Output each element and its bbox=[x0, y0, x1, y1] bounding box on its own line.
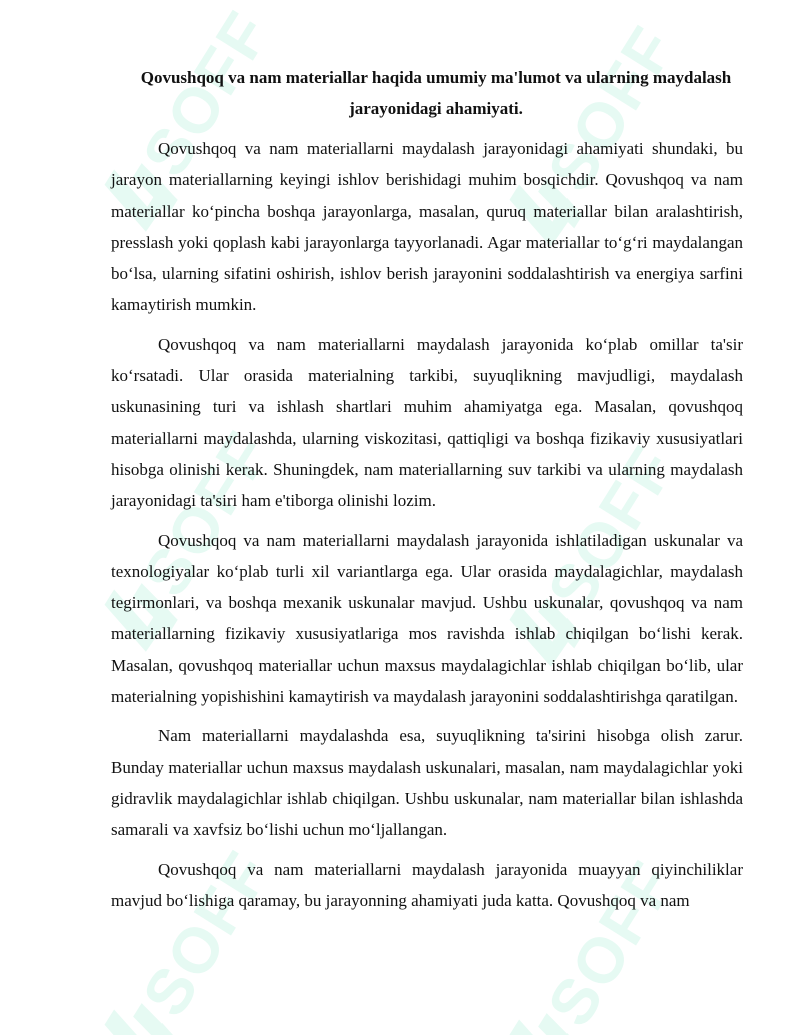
paragraph: Qovushqoq va nam materiallarni maydalash jarayonida ko‘plab omillar ta'sir ko‘rsatadi. Ular orasida materialning tarkibi, suyuqlikning mavjudligi, maydalash uskunasining turi va ishlash shartlari muhim ahamiyatga ega. Masalan, qovushqoq materiallarni maydalashda, ularning viskozitasi, qattiqligi va boshqa fizikaviy xususiyatlari hisobga olinishi kerak. Shuningdek, nam materiallarning suv tarkibi va ularning maydalash jarayonidagi ta'siri ham e'tiborga olinishi lozim. bbox=[111, 334, 743, 511]
paragraph: Qovushqoq va nam materiallarni maydalash jarayonida muayyan qiyinchiliklar mavjud bo‘lishiga qaramay, bu jarayonning ahamiyati juda katta. Qovushqoq va nam bbox=[111, 859, 743, 910]
watermark-layer: SOFF bbox=[0, 0, 800, 1035]
paragraph: Nam materiallarni maydalashda esa, suyuqlikning ta'sirini hisobga olish zarur. Bunday materiallar uchun maxsus maydalash uskunalari, masalan, nam maydalagichlar yoki gidravlik maydalagichlar ishlab chiqilgan. Ushbu uskunalar, nam materiallar bilan ishlashda samarali va xavfsiz bo‘lishi uchun mo‘ljallangan. bbox=[111, 726, 743, 840]
paragraph: Qovushqoq va nam materiallarni maydalash jarayonida ishlatiladigan uskunalar va texnologiyalar ko‘plab turli xil variantlarga ega. Ular orasida maydalagichlar, maydalash tegirmonlari, va boshqa mexanik uskunalar mavjud. Ushbu uskunalar, qovushqoq va nam materiallarning fizikaviy xususiyatlariga mos ravishda ishlab chiqilgan bo‘lishi kerak. Masalan, qovushqoq materiallar uchun maxsus maydalagichlar ishlab chiqilgan bo‘lib, ular materialning yopishishini kamaytirish va maydalash jarayonini soddalashtirishga qaratilgan. bbox=[111, 530, 743, 707]
document-title: Qovushqoq va nam materiallar haqida umumiy ma'lumot va ularning maydalash jarayonidagi ahamiyati. bbox=[140, 68, 732, 118]
paragraph: Qovushqoq va nam materiallarni maydalash jarayonidagi ahamiyati shundaki, bu jarayon materiallarning keyingi ishlov berishidagi muhim bosqichdir. Qovushqoq va nam materiallar ko‘pincha boshqa jarayonlarga, masalan, quruq materiallar bilan aralashtirish, presslash yoki qoplash kabi jarayonlarga tayyorlanadi. Agar materiallar to‘g‘ri maydalangan bo‘lsa, ularning sifatini oshirish, ishlov berish jarayonini soddalashtirish va energiya sarfini kamaytirish mumkin. bbox=[111, 139, 743, 315]
document-page bbox=[111, 62, 743, 924]
